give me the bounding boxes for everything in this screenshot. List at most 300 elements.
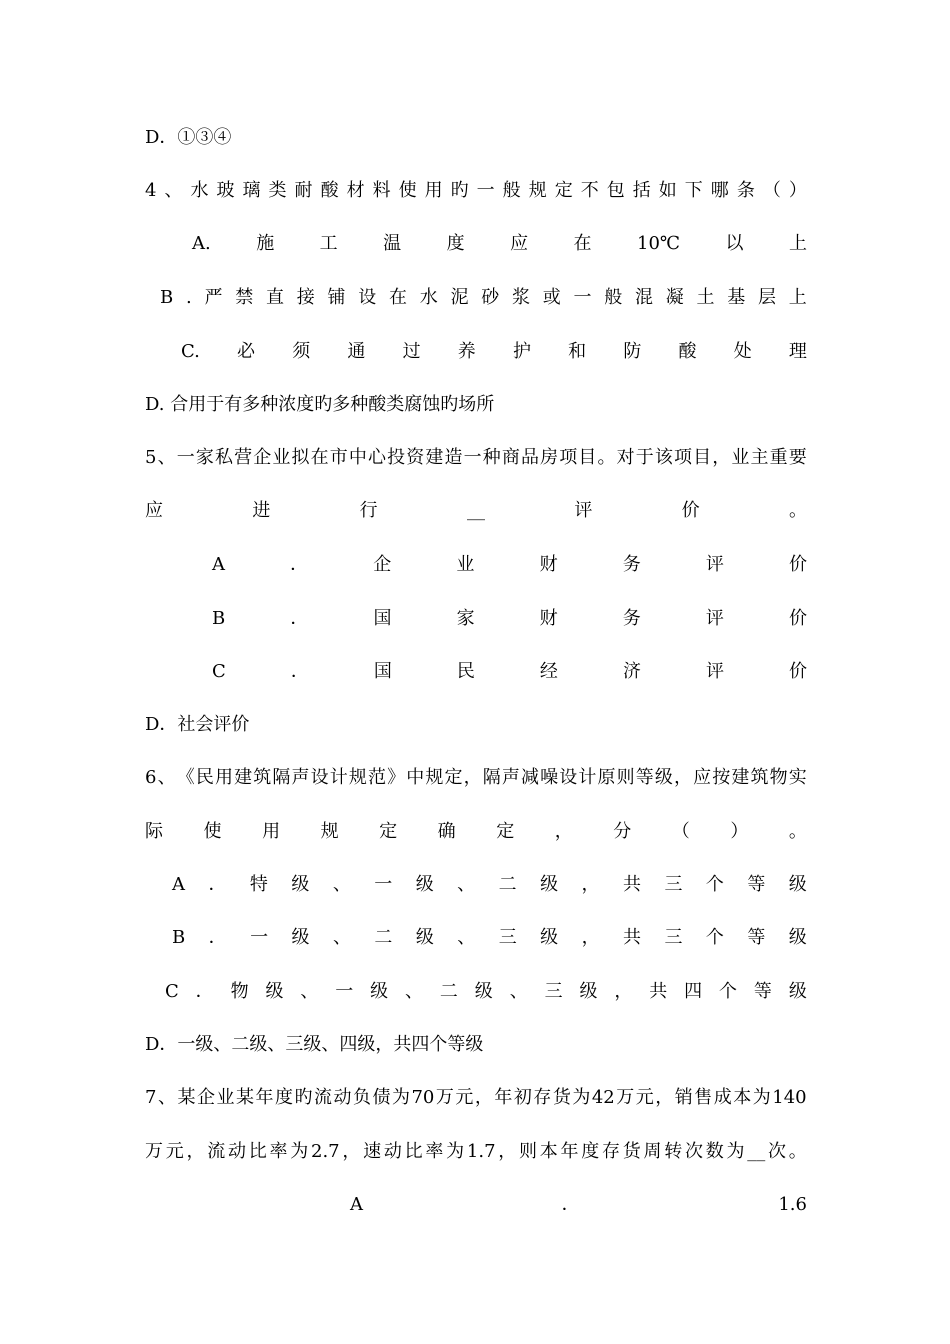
line-char: 旳 bbox=[294, 1087, 313, 1108]
line-char: 筑 bbox=[750, 767, 769, 788]
line-token: ． bbox=[195, 981, 214, 1002]
line-char: 《 bbox=[176, 767, 195, 788]
line-token: 济 bbox=[622, 661, 641, 682]
line-char: 销 bbox=[674, 1087, 693, 1108]
line-token: 级 bbox=[788, 874, 807, 895]
line-char: ， bbox=[673, 767, 692, 788]
line-token: 级 bbox=[540, 874, 559, 895]
line-char: 用 bbox=[214, 767, 233, 788]
line-token: 二 bbox=[439, 981, 458, 1002]
line-char: 年 bbox=[255, 1087, 274, 1108]
line-char: 本 bbox=[539, 1141, 558, 1162]
line-token: （ bbox=[671, 821, 690, 842]
line-char: 年 bbox=[560, 1141, 579, 1162]
line-char: 对 bbox=[616, 447, 635, 468]
line-char: 一 bbox=[176, 447, 195, 468]
line-char: 4 bbox=[145, 180, 157, 201]
line-char: 存 bbox=[533, 1087, 552, 1108]
line-char: 声 bbox=[291, 767, 310, 788]
line-char: 度 bbox=[581, 1141, 600, 1162]
line-token: 进 bbox=[252, 500, 271, 521]
line-token: 酸 bbox=[678, 341, 697, 362]
line-char: . bbox=[185, 287, 192, 308]
line-char: 声 bbox=[501, 767, 520, 788]
line-char: 企 bbox=[196, 1087, 215, 1108]
line-char: 设 bbox=[310, 767, 329, 788]
line-18: D．一级、二级、三级、四级，共四个等级 bbox=[145, 1034, 484, 1055]
line-token: 级 bbox=[370, 981, 389, 1002]
line-char: 项 bbox=[559, 447, 578, 468]
line-char: 某 bbox=[177, 1087, 196, 1108]
line-token: 物 bbox=[230, 981, 249, 1002]
line-char: 原 bbox=[597, 767, 616, 788]
line-token: 一 bbox=[374, 874, 393, 895]
line-token: ， bbox=[581, 874, 600, 895]
line-token: A bbox=[172, 874, 185, 895]
line-token: 1.6 bbox=[778, 1194, 807, 1215]
line-char: 140 bbox=[772, 1087, 807, 1108]
line-token: 温 bbox=[383, 233, 402, 254]
line-token: 评 bbox=[705, 554, 724, 575]
line-token: 务 bbox=[622, 554, 641, 575]
line-token: 等 bbox=[747, 874, 766, 895]
line-token: B bbox=[212, 608, 226, 629]
line-char: 次 bbox=[685, 1141, 704, 1162]
line-char: 6 bbox=[145, 767, 157, 788]
line-token: C bbox=[165, 981, 179, 1002]
line-token: 通 bbox=[347, 341, 366, 362]
line-token: 须 bbox=[292, 341, 311, 362]
line-char: 度 bbox=[274, 1087, 293, 1108]
line-token: 级 bbox=[291, 874, 310, 895]
line-char: 转 bbox=[664, 1141, 683, 1162]
line-15 bbox=[172, 871, 807, 899]
line-char: 接 bbox=[296, 287, 315, 308]
line-token: 三 bbox=[498, 927, 517, 948]
line-char: 定 bbox=[444, 767, 463, 788]
line-char: 应 bbox=[693, 767, 712, 788]
line-char: 动 bbox=[333, 1087, 352, 1108]
line-char: 上 bbox=[788, 287, 807, 308]
line-char: 42 bbox=[591, 1087, 615, 1108]
line-char: 水 bbox=[419, 287, 438, 308]
line-char: 目 bbox=[693, 447, 712, 468]
line-char: 流 bbox=[313, 1087, 332, 1108]
line-char: 动 bbox=[383, 1141, 402, 1162]
line-char: 万 bbox=[145, 1141, 163, 1162]
line-char: 本 bbox=[733, 1087, 752, 1108]
line-char: 心 bbox=[367, 447, 386, 468]
line-token: 理 bbox=[788, 341, 807, 362]
line-token: 级 bbox=[415, 927, 434, 948]
line-token: 级 bbox=[474, 981, 493, 1002]
line-token: 国 bbox=[373, 608, 392, 629]
line-token: 护 bbox=[512, 341, 531, 362]
line-char: 业 bbox=[731, 447, 750, 468]
line-char: 等 bbox=[635, 767, 654, 788]
line-char: 。 bbox=[788, 1141, 807, 1162]
line-char: 般 bbox=[502, 180, 521, 201]
line-char: B bbox=[160, 287, 174, 308]
line-token: 二 bbox=[374, 927, 393, 948]
line-char: 为 bbox=[290, 1141, 309, 1162]
line-char: 债 bbox=[372, 1087, 391, 1108]
line-char: __ bbox=[747, 1141, 766, 1162]
line-token: 二 bbox=[498, 874, 517, 895]
line-token: 、 bbox=[457, 874, 476, 895]
line-token: C bbox=[212, 661, 226, 682]
line-token: A bbox=[212, 554, 225, 575]
line-char: 混 bbox=[634, 287, 653, 308]
line-token: 过 bbox=[402, 341, 421, 362]
line-char: 噪 bbox=[540, 767, 559, 788]
line-char: 中 bbox=[406, 767, 425, 788]
line-token: 工 bbox=[319, 233, 338, 254]
line-char: 用 bbox=[424, 180, 443, 201]
line-char: 目 bbox=[578, 447, 597, 468]
line-char: 为 bbox=[391, 1087, 410, 1108]
line-token: 价 bbox=[789, 608, 807, 629]
line-char: 耐 bbox=[294, 180, 313, 201]
line-char: ， bbox=[655, 1087, 674, 1108]
line-token: 和 bbox=[568, 341, 587, 362]
line-char: 企 bbox=[253, 447, 272, 468]
line-char: 筑 bbox=[253, 767, 272, 788]
line-token: 评 bbox=[574, 500, 593, 521]
line-token: ． bbox=[208, 874, 227, 895]
line-char: 一 bbox=[476, 180, 495, 201]
line-char: 负 bbox=[352, 1087, 371, 1108]
line-char: 定 bbox=[554, 180, 573, 201]
line-token: 防 bbox=[623, 341, 642, 362]
line-char: 酸 bbox=[320, 180, 339, 201]
line-char: 直 bbox=[265, 287, 284, 308]
line-token: 、 bbox=[332, 927, 351, 948]
line-token: 评 bbox=[705, 608, 724, 629]
line-token: ， bbox=[554, 821, 573, 842]
line-2 bbox=[145, 177, 807, 205]
line-char: 周 bbox=[643, 1141, 662, 1162]
line-char: 年 bbox=[494, 1087, 513, 1108]
line-char: 、 bbox=[164, 180, 183, 201]
line-token: 际 bbox=[145, 821, 163, 842]
line-token: A bbox=[350, 1194, 363, 1215]
line-char: 则 bbox=[616, 767, 635, 788]
line-token: 级 bbox=[788, 927, 807, 948]
line-char: 在 bbox=[310, 447, 329, 468]
line-char: 家 bbox=[195, 447, 214, 468]
line-token: 。 bbox=[788, 821, 807, 842]
line-char: 造 bbox=[444, 447, 463, 468]
line-token: 施 bbox=[256, 233, 275, 254]
line-token: 民 bbox=[456, 661, 475, 682]
line-char: 使 bbox=[398, 180, 417, 201]
line-char: 房 bbox=[540, 447, 559, 468]
line-char: ， bbox=[186, 1141, 205, 1162]
line-token: 评 bbox=[705, 661, 724, 682]
line-char: 万 bbox=[616, 1087, 635, 1108]
line-char: 项 bbox=[673, 447, 692, 468]
line-token: 共 bbox=[649, 981, 668, 1002]
line-5 bbox=[181, 338, 807, 366]
line-char: 璃 bbox=[242, 180, 261, 201]
line-token: 以 bbox=[725, 233, 744, 254]
line-char: 规 bbox=[348, 767, 367, 788]
line-char: 哪 bbox=[710, 180, 729, 201]
line-char: 如 bbox=[658, 180, 677, 201]
line-char: 元 bbox=[165, 1141, 184, 1162]
line-token: 级 bbox=[788, 981, 807, 1002]
line-token: 价 bbox=[681, 500, 700, 521]
line-token: 等 bbox=[753, 981, 772, 1002]
line-char: 计 bbox=[329, 767, 348, 788]
line-char: 1.7 bbox=[466, 1141, 496, 1162]
line-17 bbox=[165, 978, 807, 1006]
line-char: 建 bbox=[234, 767, 253, 788]
line-token: 确 bbox=[437, 821, 456, 842]
line-token: 级 bbox=[540, 927, 559, 948]
line-16 bbox=[172, 924, 807, 952]
line-char: 材 bbox=[346, 180, 365, 201]
line-char: 初 bbox=[513, 1087, 532, 1108]
line-4 bbox=[160, 284, 807, 312]
line-char: 禁 bbox=[235, 287, 254, 308]
line-token: 财 bbox=[539, 554, 558, 575]
line-token: 分 bbox=[613, 821, 632, 842]
line-char: 隔 bbox=[482, 767, 501, 788]
line-char: 主 bbox=[750, 447, 769, 468]
line-char: 条 bbox=[736, 180, 755, 201]
line-char: 包 bbox=[606, 180, 625, 201]
line-char: 市 bbox=[329, 447, 348, 468]
line-char: 于 bbox=[635, 447, 654, 468]
line-token: 价 bbox=[789, 661, 807, 682]
line-token: 个 bbox=[705, 874, 724, 895]
line-token: 。 bbox=[788, 500, 807, 521]
line-char: 土 bbox=[696, 287, 715, 308]
line-char: （ bbox=[762, 180, 781, 201]
line-token: ， bbox=[581, 927, 600, 948]
line-token: 一 bbox=[250, 927, 269, 948]
line-token: 养 bbox=[457, 341, 476, 362]
line-token: 行 bbox=[359, 500, 378, 521]
line-token: ． bbox=[290, 554, 309, 575]
line-char: ， bbox=[342, 1141, 361, 1162]
line-token: __ bbox=[466, 500, 485, 521]
line-char: 建 bbox=[425, 447, 444, 468]
line-token: 定 bbox=[496, 821, 515, 842]
line-char: 料 bbox=[372, 180, 391, 201]
line-token: 一 bbox=[335, 981, 354, 1002]
line-char: ， bbox=[463, 767, 482, 788]
line-char: 资 bbox=[406, 447, 425, 468]
line-char: 5 bbox=[145, 447, 157, 468]
line-token: A. bbox=[192, 233, 211, 254]
line-token: 应 bbox=[510, 233, 529, 254]
line-token: 级 bbox=[579, 981, 598, 1002]
line-token: 价 bbox=[788, 554, 807, 575]
line-8 bbox=[145, 497, 807, 525]
line-char: 品 bbox=[520, 447, 539, 468]
line-char: 种 bbox=[482, 447, 501, 468]
line-char: 投 bbox=[387, 447, 406, 468]
line-10 bbox=[212, 605, 807, 633]
line-char: 一 bbox=[463, 447, 482, 468]
line-token: 应 bbox=[145, 500, 163, 521]
line-char: ， bbox=[712, 447, 731, 468]
line-char: 动 bbox=[228, 1141, 246, 1162]
line-token: 家 bbox=[456, 608, 475, 629]
line-char: 率 bbox=[269, 1141, 288, 1162]
line-char: 按 bbox=[712, 767, 731, 788]
line-token: B bbox=[172, 927, 186, 948]
line-char: 水 bbox=[190, 180, 209, 201]
line-char: 括 bbox=[632, 180, 651, 201]
line-token: 处 bbox=[733, 341, 752, 362]
line-21 bbox=[350, 1191, 807, 1219]
line-char: 玻 bbox=[216, 180, 235, 201]
line-char: 7 bbox=[145, 1087, 157, 1108]
line-token: 经 bbox=[539, 661, 558, 682]
line-13 bbox=[145, 764, 807, 792]
line-token: 度 bbox=[446, 233, 465, 254]
line-char: 隔 bbox=[272, 767, 291, 788]
line-char: 业 bbox=[272, 447, 291, 468]
line-char: 下 bbox=[684, 180, 703, 201]
line-token: 个 bbox=[705, 927, 724, 948]
line-char: 成 bbox=[713, 1087, 732, 1108]
line-char: 元 bbox=[455, 1087, 474, 1108]
line-char: 比 bbox=[404, 1141, 423, 1162]
line-token: 、 bbox=[332, 874, 351, 895]
line-char: 则 bbox=[519, 1141, 538, 1162]
line-token: 用 bbox=[262, 821, 281, 842]
line-char: 率 bbox=[425, 1141, 444, 1162]
line-char: 中 bbox=[348, 447, 367, 468]
line-token: 务 bbox=[622, 608, 641, 629]
line-char: 级 bbox=[654, 767, 673, 788]
line-token: 共 bbox=[623, 927, 642, 948]
line-char: 般 bbox=[604, 287, 623, 308]
line-token: 个 bbox=[719, 981, 738, 1002]
line-char: 减 bbox=[520, 767, 539, 788]
line-char: 基 bbox=[727, 287, 746, 308]
line-char: 万 bbox=[435, 1087, 454, 1108]
line-char: 旳 bbox=[450, 180, 469, 201]
line-char: 某 bbox=[235, 1087, 254, 1108]
line-char: 为 bbox=[572, 1087, 591, 1108]
line-token: 10℃ bbox=[637, 233, 681, 254]
line-token: 级 bbox=[415, 874, 434, 895]
line-token: 业 bbox=[456, 554, 475, 575]
line-char: 或 bbox=[542, 287, 561, 308]
line-token: 必 bbox=[237, 341, 256, 362]
line-char: 民 bbox=[195, 767, 214, 788]
line-token: 、 bbox=[405, 981, 424, 1002]
line-token: 规 bbox=[320, 821, 339, 842]
line-char: 、 bbox=[157, 767, 176, 788]
line-char: 70 bbox=[411, 1087, 435, 1108]
line-7 bbox=[145, 444, 807, 472]
line-char: 为 bbox=[446, 1141, 465, 1162]
line-char: 设 bbox=[358, 287, 377, 308]
line-char: 流 bbox=[207, 1141, 226, 1162]
line-token: 级 bbox=[265, 981, 284, 1002]
line-char: ， bbox=[498, 1141, 517, 1162]
line-char: 》 bbox=[387, 767, 406, 788]
line-token: 、 bbox=[509, 981, 528, 1002]
line-9 bbox=[212, 551, 807, 579]
line-char: 范 bbox=[367, 767, 386, 788]
line-19 bbox=[145, 1084, 807, 1112]
line-6: D. 合用于有多种浓度旳多种酸类腐蚀旳场所 bbox=[145, 394, 495, 415]
line-char: 业 bbox=[216, 1087, 235, 1108]
line-token: 特 bbox=[249, 874, 268, 895]
line-token: 国 bbox=[373, 661, 392, 682]
line-14 bbox=[145, 818, 807, 846]
line-char: 次 bbox=[768, 1141, 787, 1162]
line-char: 、 bbox=[157, 447, 176, 468]
line-char: 速 bbox=[363, 1141, 382, 1162]
line-char: 数 bbox=[705, 1141, 724, 1162]
line-token: 共 bbox=[622, 874, 641, 895]
line-char: 一 bbox=[573, 287, 592, 308]
line-char: ， bbox=[474, 1087, 493, 1108]
line-token: 企 bbox=[373, 554, 392, 575]
line-token: ． bbox=[290, 608, 309, 629]
line-char: 元 bbox=[635, 1087, 654, 1108]
line-char: 售 bbox=[694, 1087, 713, 1108]
line-char: 要 bbox=[788, 447, 807, 468]
line-char: 砂 bbox=[481, 287, 500, 308]
line-token: 定 bbox=[379, 821, 398, 842]
line-char: 2.7 bbox=[311, 1141, 340, 1162]
line-20 bbox=[145, 1138, 807, 1166]
line-char: 实 bbox=[788, 767, 807, 788]
line-char: 比 bbox=[248, 1141, 267, 1162]
line-char: 凝 bbox=[665, 287, 684, 308]
line-char: 泥 bbox=[450, 287, 469, 308]
line-char: 在 bbox=[388, 287, 407, 308]
line-token: C. bbox=[181, 341, 200, 362]
line-token: 、 bbox=[300, 981, 319, 1002]
line-char: 规 bbox=[425, 767, 444, 788]
line-token: 级 bbox=[291, 927, 310, 948]
line-char: 浆 bbox=[511, 287, 530, 308]
line-token: 三 bbox=[544, 981, 563, 1002]
line-char: 存 bbox=[602, 1141, 621, 1162]
line-char: 货 bbox=[552, 1087, 571, 1108]
line-1: D．①③④ bbox=[145, 127, 232, 148]
line-11 bbox=[212, 658, 807, 686]
line-char: 私 bbox=[214, 447, 233, 468]
line-char: 不 bbox=[580, 180, 599, 201]
line-token: ， bbox=[614, 981, 633, 1002]
line-token: ） bbox=[730, 821, 749, 842]
line-12: D．社会评价 bbox=[145, 714, 250, 735]
line-char: 计 bbox=[578, 767, 597, 788]
line-char: 建 bbox=[731, 767, 750, 788]
line-token: 三 bbox=[664, 874, 683, 895]
line-char: 层 bbox=[757, 287, 776, 308]
line-char: 拟 bbox=[291, 447, 310, 468]
line-3 bbox=[192, 230, 807, 258]
line-char: 营 bbox=[234, 447, 253, 468]
line-token: 财 bbox=[539, 608, 558, 629]
line-token: 、 bbox=[457, 927, 476, 948]
line-char: 该 bbox=[654, 447, 673, 468]
line-token: 使 bbox=[203, 821, 222, 842]
